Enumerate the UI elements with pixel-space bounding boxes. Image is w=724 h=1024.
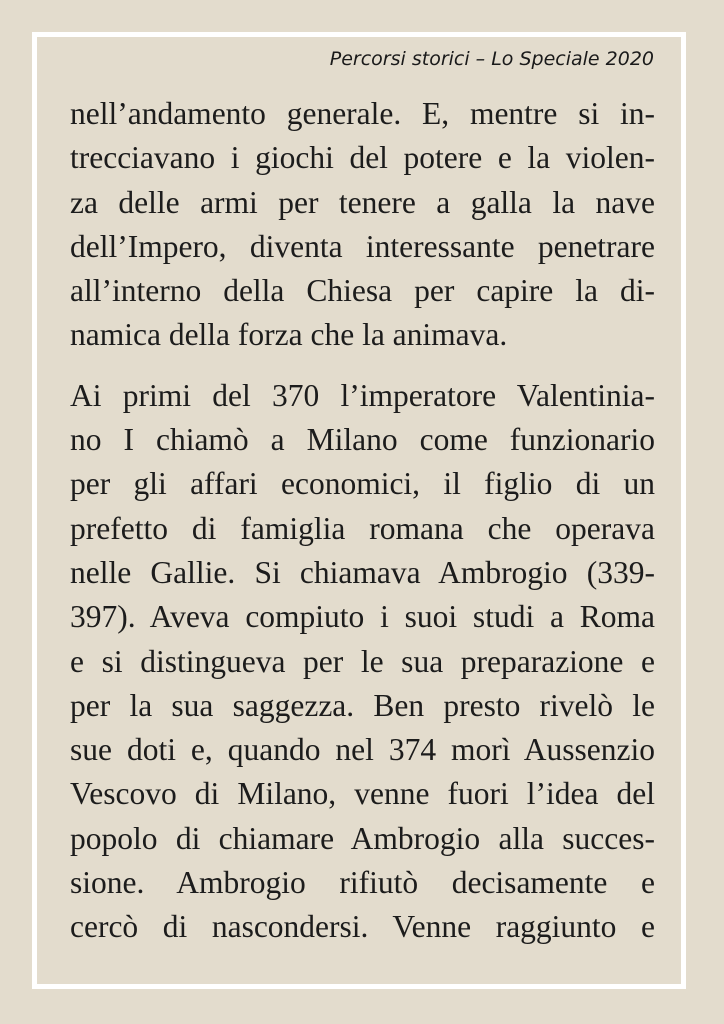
- text-line: Ai primi del 370 l’imperatore Valentinia-: [70, 377, 655, 413]
- text-line: za delle armi per tenere a galla la nave: [70, 184, 655, 220]
- text-line: per gli affari economici, il figlio di un: [70, 466, 655, 502]
- text-line: 397). Aveva compiuto i suoi studi a Roma: [70, 599, 655, 635]
- text-line: cercò di nascondersi. Venne raggiunto e: [70, 909, 655, 945]
- text-line: all’interno della Chiesa per capire la di-: [70, 273, 655, 309]
- text-line: nelle Gallie. Si chiamava Ambrogio (339-: [70, 554, 655, 590]
- body-text: [70, 92, 655, 950]
- text-line: dell’Impero, diventa interessante penetrare: [70, 228, 655, 264]
- text-line: per la sua saggezza. Ben presto rivelò le: [70, 687, 655, 723]
- text-line: sue doti e, quando nel 374 morì Aussenzio: [70, 732, 655, 768]
- text-line: trecciavano i giochi del potere e la violen-: [70, 140, 655, 176]
- text-line: popolo di chiamare Ambrogio alla succes-: [70, 820, 655, 856]
- text-line: Vescovo di Milano, venne fuori l’idea del: [70, 776, 655, 812]
- text-line: namica della forza che la animava.: [70, 317, 508, 353]
- text-line: prefetto di famiglia romana che operava: [70, 510, 655, 546]
- paragraph-2: [70, 374, 655, 950]
- text-line: e si distingueva per le sua preparazione e: [70, 643, 655, 679]
- running-header: Percorsi storici – Lo Speciale 2020: [329, 48, 654, 70]
- text-line: no I chiamò a Milano come funzionario: [70, 422, 655, 458]
- paragraph-1: [70, 92, 655, 358]
- text-line: nell’andamento generale. E, mentre si in-: [70, 96, 655, 131]
- text-line: sione. Ambrogio rifiutò decisamente e: [70, 865, 655, 901]
